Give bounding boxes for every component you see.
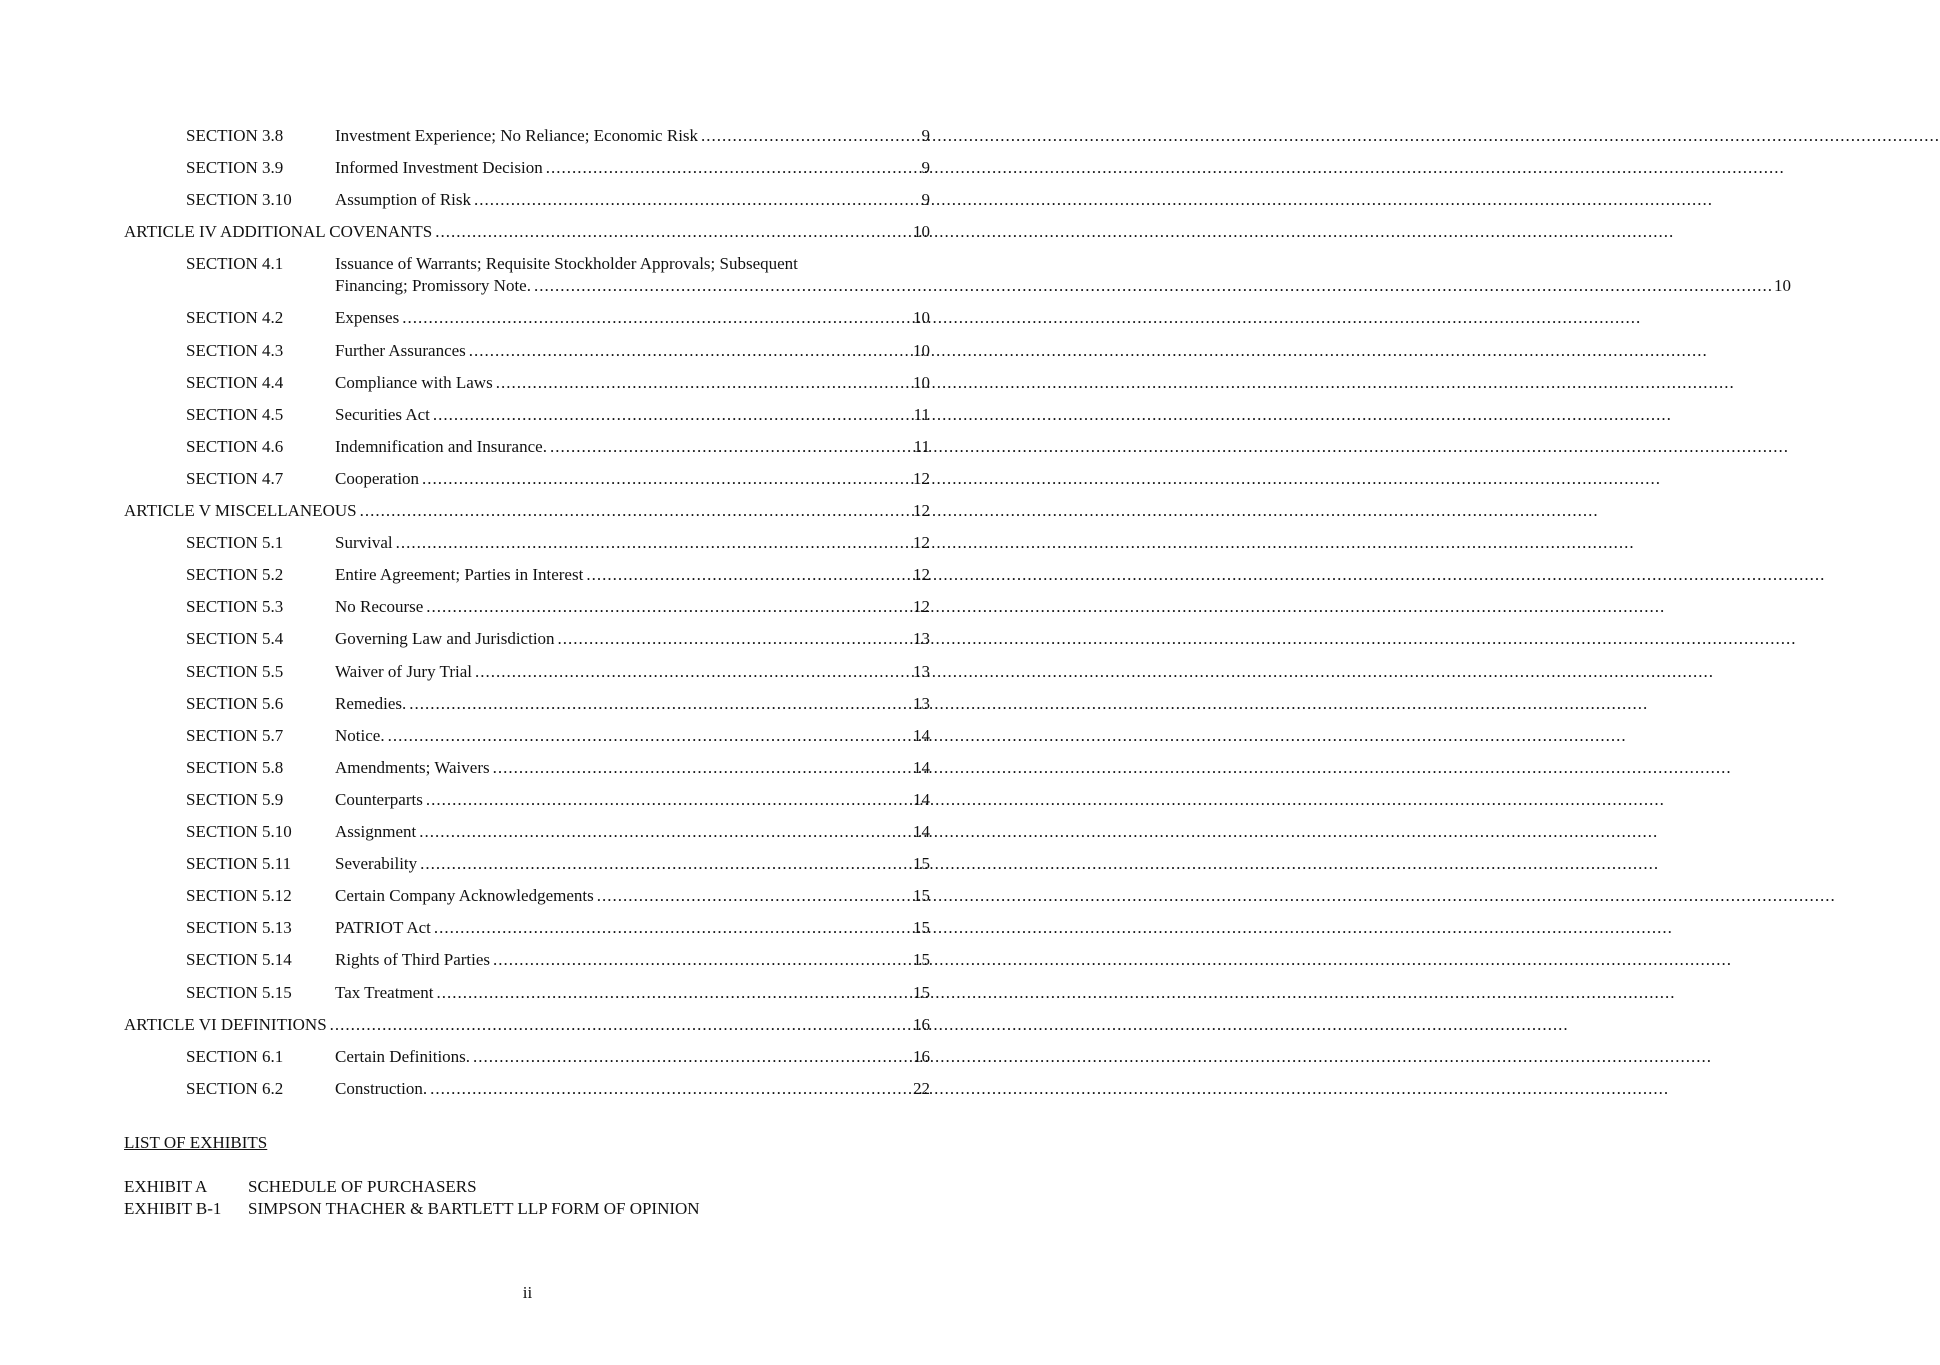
toc-entry-title: Compliance with Laws: [335, 372, 493, 392]
toc-section-row: [186, 1078, 930, 1100]
toc-page-number: 14: [913, 757, 930, 777]
toc-leader-dots: [330, 1014, 912, 1036]
toc-entry-title: Amendments; Waivers: [335, 757, 490, 777]
toc-section-number: SECTION 4.7: [186, 468, 284, 488]
toc-entry-title: ARTICLE VI DEFINITIONS: [124, 1014, 327, 1034]
toc-page-number: 9: [921, 126, 930, 145]
toc-page-number: 12: [913, 565, 930, 585]
toc-page-number: 11: [913, 404, 930, 424]
toc-section-row: [186, 532, 930, 554]
toc-leader-dots: [433, 404, 913, 426]
toc-leader-dots: [430, 1078, 912, 1100]
toc-entry-title: Notice.: [335, 725, 385, 745]
toc-section-row: [186, 628, 930, 650]
toc-section-row: [186, 853, 930, 875]
toc-leader-dots: [422, 468, 912, 490]
toc-page-number: 12: [913, 533, 930, 553]
toc-leader-dots: [474, 189, 920, 211]
toc-section-row: [186, 372, 930, 394]
toc-entry-title: Securities Act: [335, 404, 430, 424]
toc-entry-title: Entire Agreement; Parties in Interest: [335, 565, 584, 585]
toc-section-row: [186, 189, 930, 211]
toc-page-number: 10: [913, 308, 930, 328]
toc-page-number: 22: [913, 1078, 930, 1098]
toc-section-row: [186, 340, 930, 362]
toc-entry-title: Indemnification and Insurance.: [335, 436, 547, 456]
toc-section-row: [186, 468, 930, 490]
toc-page-number: 13: [913, 661, 930, 681]
toc-page-number: 10: [913, 372, 930, 392]
toc-section-row: [186, 157, 930, 179]
toc-page-number: 13: [913, 693, 930, 713]
toc-article-row: [124, 221, 930, 243]
toc-section-number: SECTION 5.4: [186, 629, 284, 649]
toc-page-number: 10: [1773, 276, 1791, 296]
page-number: ii: [522, 1283, 533, 1302]
toc-section-row: [186, 307, 930, 329]
toc-entry-title: Issuance of Warrants; Requisite Stockholder Approvals; Subsequent: [335, 254, 798, 274]
toc-section-number: SECTION 4.2: [186, 308, 284, 328]
toc-page-number: 12: [913, 468, 930, 488]
toc-leader-dots: [360, 500, 912, 522]
toc-entry-title: Remedies.: [335, 693, 407, 713]
toc-section-row: [186, 1046, 930, 1068]
toc-entry-title: Expenses: [335, 308, 400, 328]
toc-section-number: SECTION 5.9: [186, 789, 284, 809]
exhibits-heading: LIST OF EXHIBITS: [124, 1133, 268, 1152]
toc-section-number: SECTION 5.10: [186, 822, 292, 841]
toc-entry-title: Assumption of Risk: [335, 190, 472, 210]
toc-section-number: SECTION 5.11: [186, 854, 292, 874]
exhibit-number: EXHIBIT B-1: [124, 1199, 222, 1218]
toc-entry-title: Survival: [335, 533, 393, 553]
toc-entry-title: Construction.: [335, 1078, 428, 1098]
toc-page-number: 14: [913, 822, 930, 841]
toc-section-row: [186, 757, 930, 779]
toc-leader-dots: [426, 789, 912, 811]
toc-section-number: SECTION 5.3: [186, 597, 284, 617]
toc-page-number: 14: [913, 725, 930, 745]
toc-leader-dots: [597, 885, 912, 907]
toc-section-row: [186, 661, 930, 683]
toc-section-number: SECTION 4.5: [186, 404, 284, 424]
toc-page-number: 15: [913, 854, 930, 874]
toc-entry-title: ARTICLE IV ADDITIONAL COVENANTS: [124, 222, 433, 242]
exhibit-title: SCHEDULE OF PURCHASERS: [248, 1177, 477, 1196]
toc-entry-title: Investment Experience; No Reliance; Economic Risk: [335, 126, 699, 145]
toc-section-number: SECTION 5.2: [186, 565, 284, 585]
exhibit-row: [124, 1176, 477, 1198]
toc-leader-dots: [420, 853, 912, 875]
toc-entry-title: Waiver of Jury Trial: [335, 661, 472, 681]
toc-leader-dots: [701, 125, 920, 147]
toc-entry-title: Assignment: [335, 822, 417, 841]
toc-page-number: 9: [921, 158, 930, 178]
toc-leader-dots: [493, 757, 912, 779]
toc-leader-dots: [426, 596, 912, 618]
toc-leader-dots: [586, 564, 912, 586]
toc-page-number: 16: [913, 1046, 930, 1066]
toc-section-row: [186, 436, 930, 458]
toc-section-row: [186, 596, 930, 618]
toc-section-number: SECTION 5.1: [186, 533, 284, 553]
toc-section-number: SECTION 5.8: [186, 757, 284, 777]
toc-page-number: 14: [913, 789, 930, 809]
toc-leader-dots: [434, 917, 912, 939]
toc-section-row: [186, 982, 930, 1004]
toc-entry-title: Rights of Third Parties: [335, 950, 491, 970]
toc-article-row: [124, 1014, 930, 1036]
exhibit-title: SIMPSON THACHER & BARTLETT LLP FORM OF OPINION: [248, 1199, 700, 1218]
toc-page-number: 12: [913, 597, 930, 617]
toc-page-number: 15: [913, 982, 930, 1002]
toc-section-row: [186, 564, 930, 586]
toc-section-row: [186, 253, 1791, 297]
toc-section-row: [186, 917, 930, 939]
toc-section-number: SECTION 6.2: [186, 1078, 284, 1098]
toc-leader-dots: [546, 157, 921, 179]
toc-entry-title: No Recourse: [335, 597, 424, 617]
toc-section-row: [186, 693, 930, 715]
toc-page-number: 16: [913, 1014, 930, 1034]
toc-page-number: 15: [913, 886, 930, 906]
toc-section-number: SECTION 5.6: [186, 693, 284, 713]
toc-section-number: SECTION 5.14: [186, 950, 292, 970]
toc-leader-dots: [388, 725, 912, 747]
toc-leader-dots: [409, 693, 912, 715]
toc-section-number: SECTION 3.8: [186, 126, 284, 145]
toc-section-number: SECTION 3.9: [186, 158, 284, 178]
toc-entry-title: Informed Investment Decision: [335, 158, 543, 178]
toc-leader-dots: [402, 307, 912, 329]
toc-leader-dots: [493, 949, 912, 971]
toc-section-number: SECTION 5.7: [186, 725, 284, 745]
toc-leader-dots: [550, 436, 913, 458]
toc-page-number: 13: [913, 629, 930, 649]
toc-page-number: 15: [913, 918, 930, 938]
exhibit-number: EXHIBIT A: [124, 1177, 208, 1196]
toc-section-number: SECTION 5.5: [186, 661, 284, 681]
toc-entry-title: Certain Definitions.: [335, 1046, 471, 1066]
toc-section-number: SECTION 6.1: [186, 1046, 284, 1066]
toc-leader-dots: [558, 628, 912, 650]
toc-section-row: [186, 821, 930, 843]
toc-page-number: 11: [913, 436, 930, 456]
toc-section-number: SECTION 4.4: [186, 372, 284, 392]
toc-section-number: SECTION 3.10: [186, 190, 292, 210]
toc-entry-title: Tax Treatment: [335, 982, 434, 1002]
toc-leader-dots: [473, 1046, 912, 1068]
toc-section-row: [186, 949, 930, 971]
toc-leader-dots: [435, 221, 912, 243]
toc-entry-title: Governing Law and Jurisdiction: [335, 629, 555, 649]
toc-section-number: SECTION 5.13: [186, 918, 292, 938]
toc-leader-dots: [475, 661, 912, 683]
toc-section-row: [186, 125, 930, 147]
toc-leader-dots: [469, 340, 912, 362]
toc-entry-title: Further Assurances: [335, 340, 466, 360]
toc-section-number: SECTION 4.3: [186, 340, 284, 360]
toc-leader-dots: [534, 275, 1773, 297]
toc-section-number: SECTION 5.15: [186, 982, 292, 1002]
toc-page-number: 10: [913, 222, 930, 242]
toc-section-row: [186, 404, 930, 426]
toc-entry-title: Counterparts: [335, 789, 423, 809]
toc-page-number: 10: [913, 340, 930, 360]
toc-page-number: 12: [913, 501, 930, 520]
toc-leader-dots: [396, 532, 912, 554]
toc-section-row: [186, 789, 930, 811]
toc-section-number: SECTION 4.1: [186, 254, 284, 274]
toc-entry-title: Cooperation: [335, 468, 420, 488]
toc-entry-title: Certain Company Acknowledgements: [335, 886, 594, 906]
toc-entry-title: PATRIOT Act: [335, 918, 431, 938]
exhibit-row: [124, 1198, 700, 1220]
toc-entry-title: Severability: [335, 854, 418, 874]
toc-entry-title-continued: Financing; Promissory Note.: [335, 276, 531, 296]
toc-section-number: SECTION 4.6: [186, 436, 284, 456]
toc-section-row: [186, 725, 930, 747]
toc-page-number: 15: [913, 950, 930, 970]
toc-page-number: 9: [921, 190, 930, 210]
toc-entry-title: ARTICLE V MISCELLANEOUS: [124, 501, 357, 520]
toc-article-row: [124, 500, 930, 522]
toc-leader-dots: [496, 372, 912, 394]
toc-section-number: SECTION 5.12: [186, 886, 292, 906]
toc-leader-dots: [436, 982, 912, 1004]
toc-leader-dots: [419, 821, 912, 843]
toc-section-row: [186, 885, 930, 907]
